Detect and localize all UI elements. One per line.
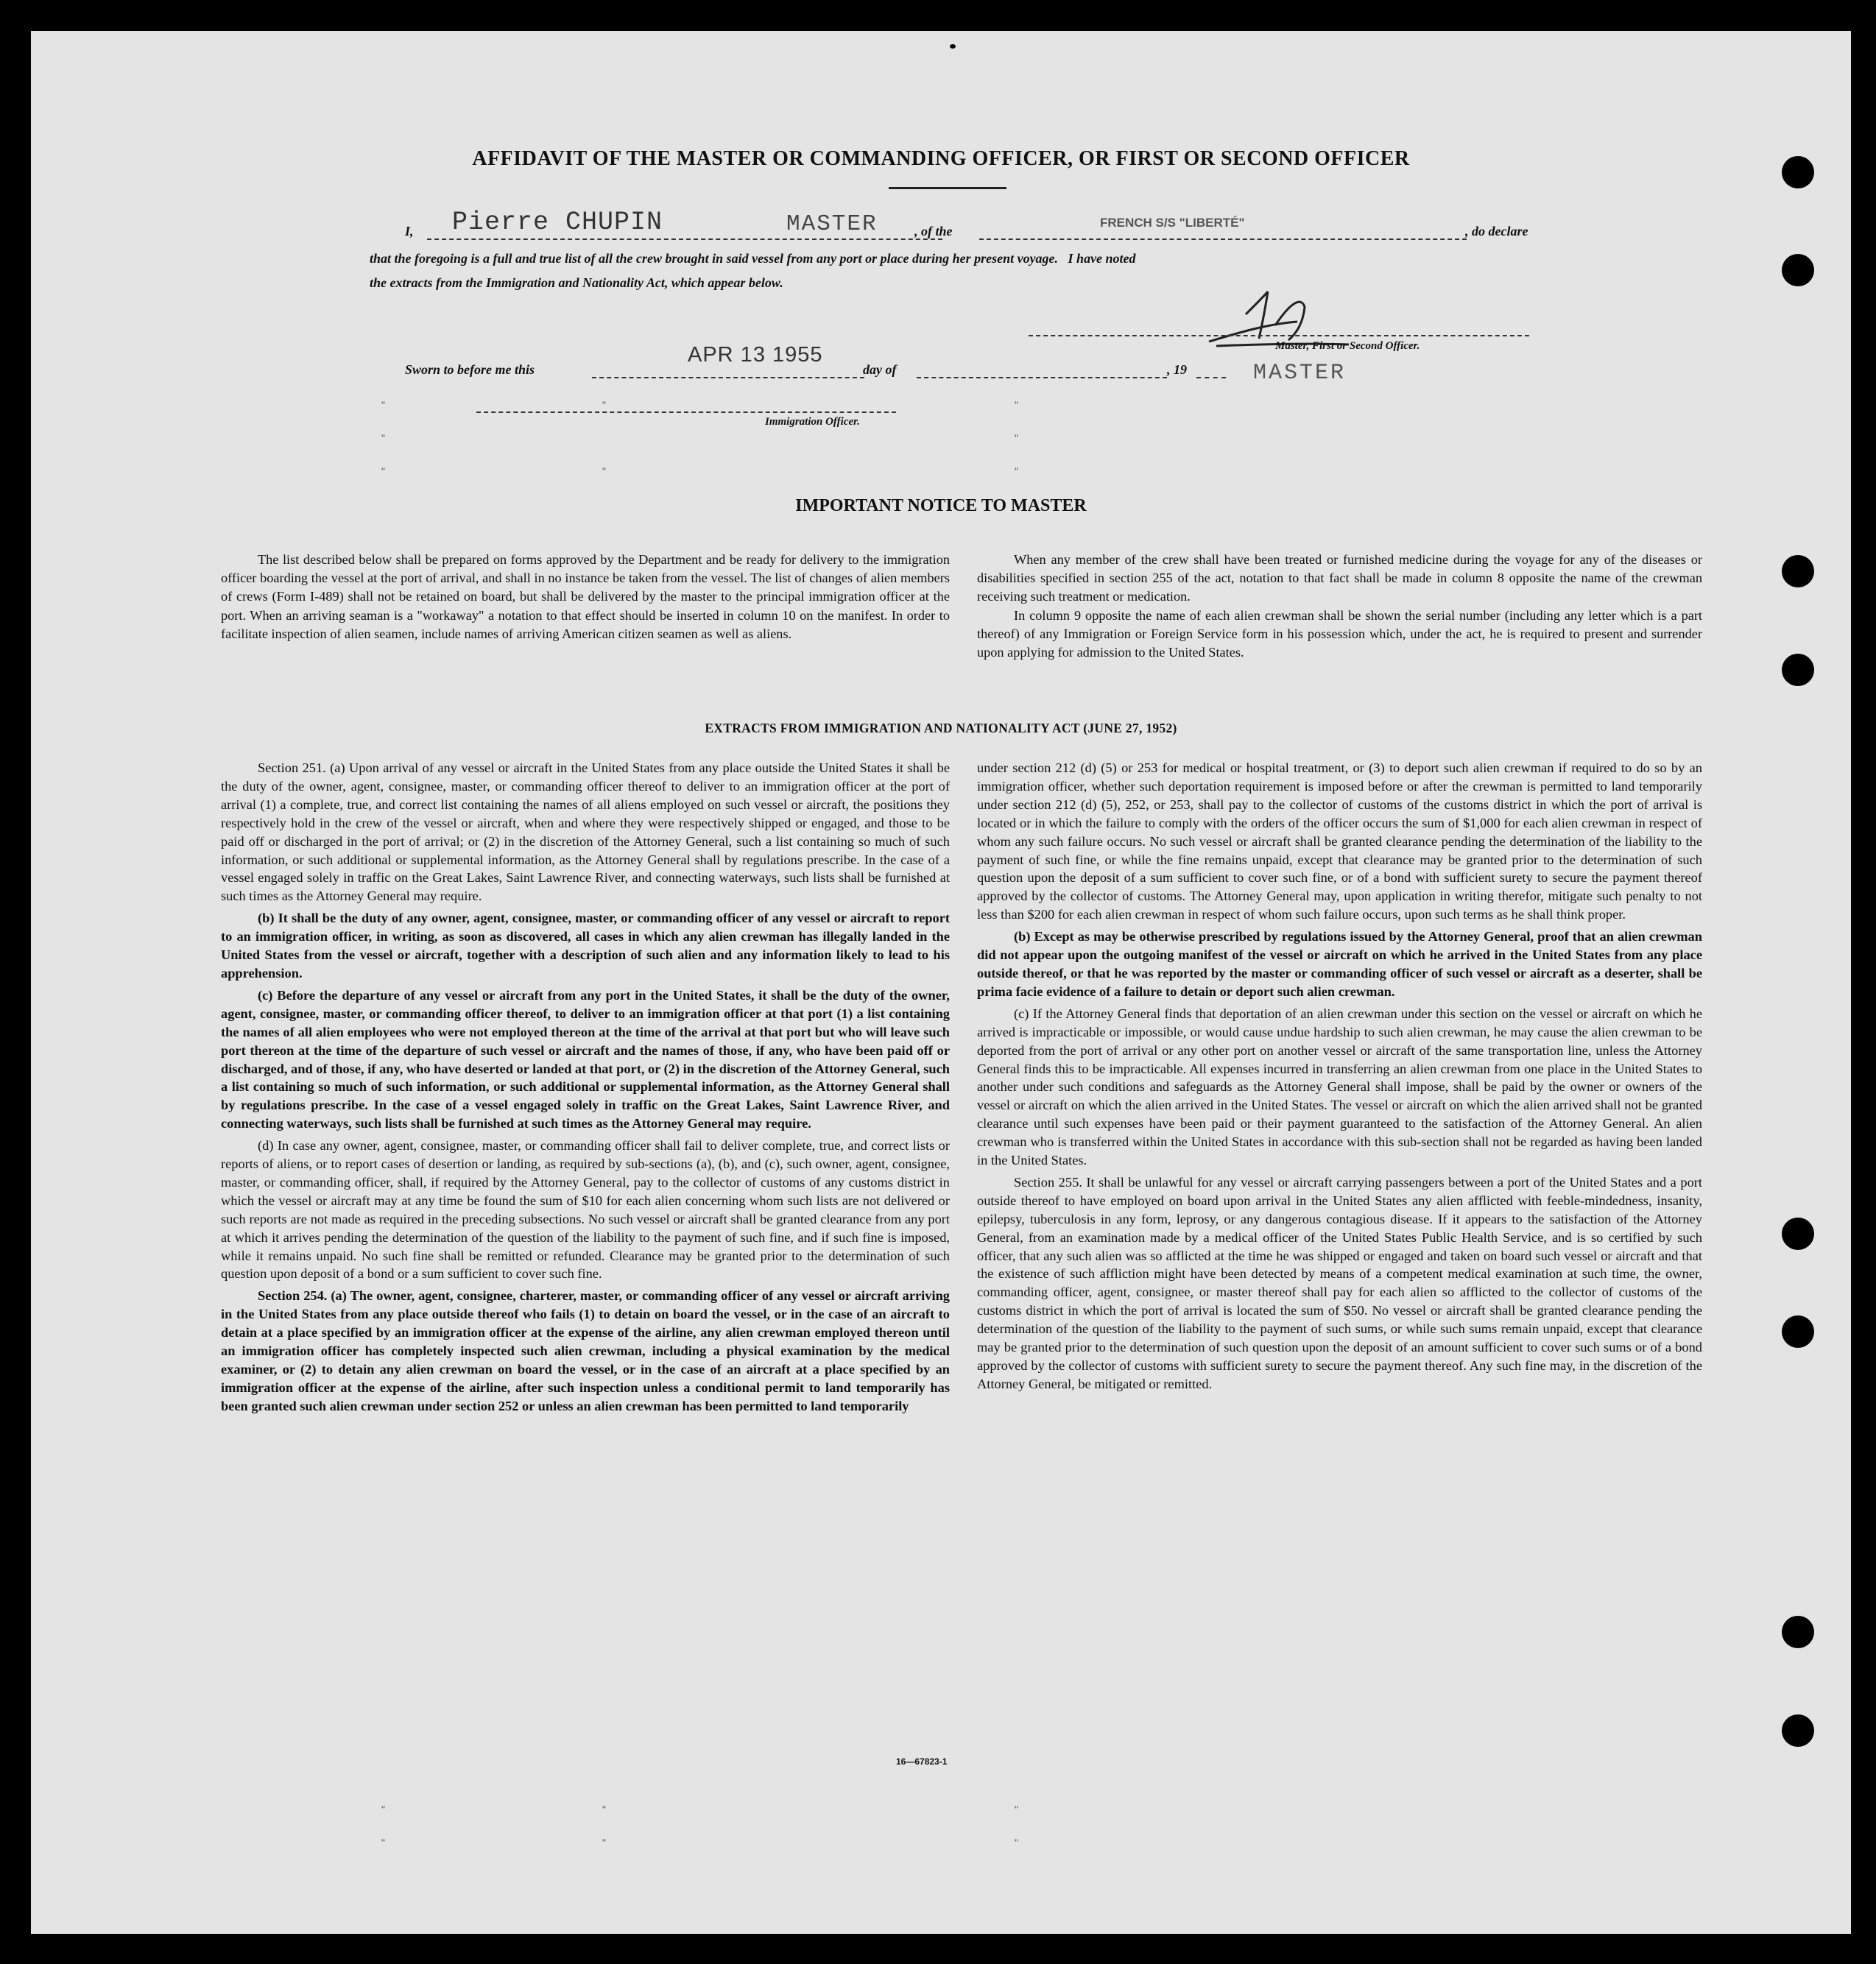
top-speck xyxy=(950,44,956,49)
notice-right-text-2: In column 9 opposite the name of each alien crewman shall be shown the serial number (including any letter which is a part thereof) of any Immigration or Foreign Service form in his possession which, under the act, he is required to present and surrender upon applying for admission to the United States. xyxy=(977,607,1702,660)
declaration-line-2: that the foregoing is a full and true list of all the crew brought in said vessel from any port or place during her present voyage. I have noted xyxy=(370,251,1136,266)
binder-hole xyxy=(1782,1714,1814,1747)
ditto-mark: " xyxy=(1015,432,1018,444)
ditto-mark: " xyxy=(381,1804,385,1815)
vessel-field-line xyxy=(979,239,1467,240)
binder-hole xyxy=(1782,1616,1814,1648)
ditto-mark: " xyxy=(1015,465,1018,477)
notice-title: IMPORTANT NOTICE TO MASTER xyxy=(795,496,1087,515)
section-251-c: (c) Before the departure of any vessel or aircraft from any port in the United States, it shall be the duty of the owner, agent, consignee, master, or commanding officer thereof, to deliver to an immigration officer at that port (1) a list containing the names of all alien employees who were not employed thereon at the time of the arrival at that port but who will leave such port thereon at the time of the departure of such vessel or aircraft and the names of those, if any, who have been paid off or discharged, and of those, if any, who have deserted or landed at that port, or (2) in the discretion of the Attorney General, such a list containing so much of such information, or such additional or supplemental information, as the Attorney General shall by regulations prescribe. In the case of a vessel engaged solely in traffic on the Great Lakes, Saint Lawrence River, and connecting waterways, such lists shall be furnished at such times as the Attorney General may require. xyxy=(221,987,951,1131)
sworn-date-stamp: APR 13 1955 xyxy=(688,343,823,367)
binder-hole xyxy=(1782,654,1814,686)
extracts-right-column xyxy=(977,759,1702,1397)
ditto-mark: " xyxy=(602,1804,606,1815)
sworn-month-line xyxy=(917,377,1167,378)
officer-signature-line xyxy=(476,411,896,413)
name-field-line xyxy=(427,239,942,240)
section-254-b: (b) Except as may be otherwise prescribed by regulations issued by the Attorney General, proof that an alien crewman did not appear upon the outgoing manifest of the vessel or aircraft on which he arrived in the United States from any place outside thereof, or that he was reported by the master or commanding officer of such vessel or aircraft as a deserter, shall be prima facie evidence of a failure to detain or deport such alien crewman. xyxy=(977,929,1702,999)
section-251-a: Section 251. (a) Upon arrival of any vessel or aircraft in the United States from any place outside the United States it shall be the duty of the owner, agent, consignee, master, or commanding officer thereof to deliver to an immigration officer at the port of arrival (1) a complete, true, and correct list containing the names of all aliens employed on such vessel or aircraft, the positions they respectively hold in the crew of the vessel or aircraft, when and where they were respectively shipped or engaged, and those to be paid off or discharged in the port of arrival; or (2) in the discretion of the Attorney General, such a list containing so much of such information, or such additional or supplemental information, as the Attorney General shall by regulations prescribe. In the case of a vessel engaged solely in traffic on the Great Lakes, Saint Lawrence River, and connecting waterways, such lists shall be furnished at such times as the Attorney General may require. xyxy=(221,760,950,904)
vessel-name: FRENCH S/S "LIBERTÉ" xyxy=(1100,216,1245,230)
ditto-mark: " xyxy=(602,399,606,411)
ditto-mark: " xyxy=(1015,399,1018,411)
declaration-line-3: the extracts from the Immigration and Nationality Act, which appear below. xyxy=(370,275,783,290)
day-of-label: day of xyxy=(863,362,897,377)
ditto-mark: " xyxy=(381,465,385,477)
binder-hole xyxy=(1782,1315,1814,1348)
ditto-mark: " xyxy=(602,1837,606,1848)
sworn-year-line xyxy=(1196,377,1226,378)
title-rule xyxy=(889,187,1006,189)
affidavit-title: AFFIDAVIT OF THE MASTER OR COMMANDING OFFICER, OR FIRST OR SECOND OFFICER xyxy=(472,147,1410,170)
section-254-a: Section 254. (a) The owner, agent, consignee, charterer, master, or commanding officer of any vessel or aircraft arriving in the United States from any place outside thereof who fails (1) to detain on board the vessel, or in the case of an aircraft to detain at a place specified by an immigration officer at the expense of the airline, any alien crewman employed thereon until an immigration officer has completely inspected such alien crewman, including a physical examination by the medical examiner, or (2) to detain any alien crewman on board the vessel, or in the case of an aircraft at a place specified by an immigration officer at the expense of the airline, after such inspection unless a conditional permit to land temporarily has been granted such alien crewman under section 252 or unless an alien crewman has been permitted to land temporarily xyxy=(221,1288,950,1413)
master-stamp: MASTER xyxy=(1253,361,1347,386)
extracts-left-column xyxy=(221,759,950,1419)
officer-caption: Immigration Officer. xyxy=(765,416,860,428)
notice-right-text-1: When any member of the crew shall have been treated or furnished medicine during the voyage for any of the diseases or disabilities specified in section 255 of the act, notation to that fact shall be made in column 8 opposite the name of the crewman receiving such treatment or medication. xyxy=(977,552,1702,604)
ditto-mark: " xyxy=(1015,1804,1018,1815)
signature-line xyxy=(1029,335,1529,336)
ditto-mark: " xyxy=(381,1837,385,1848)
notice-left-text: The list described below shall be prepared on forms approved by the Department and be ready for delivery to the immigration officer boarding the vessel at the port of arrival, and shall in no instance be taken from the vessel. The list of changes of alien members of crews (Form I-489) shall not be retained on board, but shall be delivered by the master to the principal immigration officer at the port. When an arriving seaman is a "workaway" a notation to that effect should be inserted in column 10 on the manifest. In order to facilitate inspection of alien seamen, include names of arriving American citizen seamen as well as aliens. xyxy=(221,552,950,641)
section-251-b: (b) It shall be the duty of any owner, agent, consignee, master, or commanding officer of any vessel or aircraft to report to an immigration officer, in writing, as soon as discovered, all cases in which any alien crewman has illegally landed in the United States from the vessel or aircraft, together with a description of such alien and any information likely to lead to his apprehension. xyxy=(221,911,950,981)
ditto-mark: " xyxy=(1015,1837,1018,1848)
master-name: Pierre CHUPIN xyxy=(452,208,663,237)
ditto-mark: " xyxy=(381,432,385,444)
binder-hole xyxy=(1782,555,1814,587)
do-declare-label: , do declare xyxy=(1465,224,1528,239)
section-251-d: (d) In case any owner, agent, consignee, master, or commanding officer shall fail to deliver complete, true, and correct lists or reports of aliens, or to report cases of desertion or landing, as required by sub-sections (a), (b), and (c), such owner, agent, consignee, master, or commanding officer, shall, if required by the Attorney General, pay to the collector of customs of any customs district in which the vessel or aircraft may at any time be found the sum of $10 for each alien concerning whom such lists are not delivered or such reports are not made as required in the preceding subsections. No such vessel or aircraft shall be granted clearance from any port at which it arrives pending the determination of the question of the liability to the payment of such fine, and if such fine is imposed, while it remains unpaid. No such fine shall be remitted or refunded. Clearance may be granted prior to the determination of such question upon deposit of a bond or a sum sufficient to cover such fine. xyxy=(221,1138,950,1282)
master-rank-stamp: MASTER xyxy=(786,211,878,237)
sworn-label: Sworn to before me this xyxy=(405,362,535,377)
sworn-day-line xyxy=(592,377,864,378)
binder-hole xyxy=(1782,254,1814,286)
form-code: 16—67823-1 xyxy=(896,1756,948,1767)
section-254-c: (c) If the Attorney General finds that deportation of an alien crewman under this section on the vessel or aircraft on which he arrived is impracticable or impossible, or would cause undue hardship to such alien crewman, he may cause the alien crewman to be deported from the port of arrival or any other port on another vessel or aircraft of the same transportation line, unless the Attorney General finds this to be impracticable. All expenses incurred in transferring an alien crewman from one place in the United States to another under such conditions and safeguards as the Attorney General shall impose, shall be paid by the owner or owners of the vessel or aircraft on which the alien arrived in the United States. The vessel or aircraft on which the alien arrived shall not be granted clearance until such expenses have been paid or their payment guaranteed to the satisfaction of the Attorney General. An alien crewman who is transferred within the United States in accordance with this sub-section shall not be regarded as having been landed in the United States. xyxy=(977,1006,1702,1168)
of-the-label: , of the xyxy=(914,224,953,239)
declaration-prefix: I, xyxy=(405,224,414,239)
notice-left-column xyxy=(221,551,950,643)
year-label: , 19 xyxy=(1167,362,1187,377)
section-255: Section 255. It shall be unlawful for any vessel or aircraft carrying passengers between a port of the United States and a port outside thereof to have employed on board upon arrival in the United States any alien afflicted with feeble-mindedness, insanity, epilepsy, tuberculosis in any form, leprosy, or any dangerous contagious disease. If it appears to the satisfaction of the Attorney General, from an examination made by a medical officer of the United States Public Health Service, and is so certified by such officer, that any such alien was so afflicted at the time he was shipped or engaged and taken on board such vessel or aircraft and that the existence of such affliction might have been detected by means of a competent medical examination at such time, the owner, commanding officer, agent, consignee, or master thereof shall pay for each alien so afflicted to the collector of customs of the customs district in which the port of arrival is located the sum of $50. No vessel or aircraft shall be granted clearance pending the determination of the question of the liability to the payment of such sums, or while such sums remain unpaid, except that clearance may be granted prior to the determination of such question upon the deposit of an amount sufficient to cover such sums or of a bond approved by the collector of customs with sufficient surety to secure the payment thereof. Any such fine may, in the discretion of the Attorney General, be mitigated or remitted. xyxy=(977,1174,1702,1391)
ditto-mark: " xyxy=(381,399,385,411)
form-sheet xyxy=(31,31,1851,1934)
ditto-mark: " xyxy=(602,465,606,477)
binder-hole xyxy=(1782,1218,1814,1250)
signature-caption: Master, First or Second Officer. xyxy=(1275,340,1420,352)
extracts-title: EXTRACTS FROM IMMIGRATION AND NATIONALITY ACT (JUNE 27, 1952) xyxy=(705,721,1177,735)
section-254-a-continued: under section 212 (d) (5) or 253 for medical or hospital treatment, or (3) to deport such alien crewman if required to do so by an immigration officer, whether such deportation requirement is imposed before or after the crewman is permitted to land temporarily under section 212 (d) (5), 252, or 253, shall pay to the collector of customs of the customs district in which the port of arrival is located or in which the failure to comply with the orders of the officer occurs the sum of $1,000 for each alien crewman in respect of whom any such failure occurs. No such vessel or aircraft shall be granted clearance pending the determination of the liability to the payment of such fine, or while the fine remains unpaid, except that clearance may be granted prior to the determination of such question upon the deposit of a sum sufficient to cover such fine, or of a bond with sufficient surety to secure the payment thereof approved by the collector of customs. The Attorney General may, upon application in writing therefor, mitigate such penalty to not less than $200 for each alien crewman in respect of whom such failure occurs, upon such terms as he shall think proper. xyxy=(977,760,1702,922)
notice-right-column xyxy=(977,551,1702,662)
